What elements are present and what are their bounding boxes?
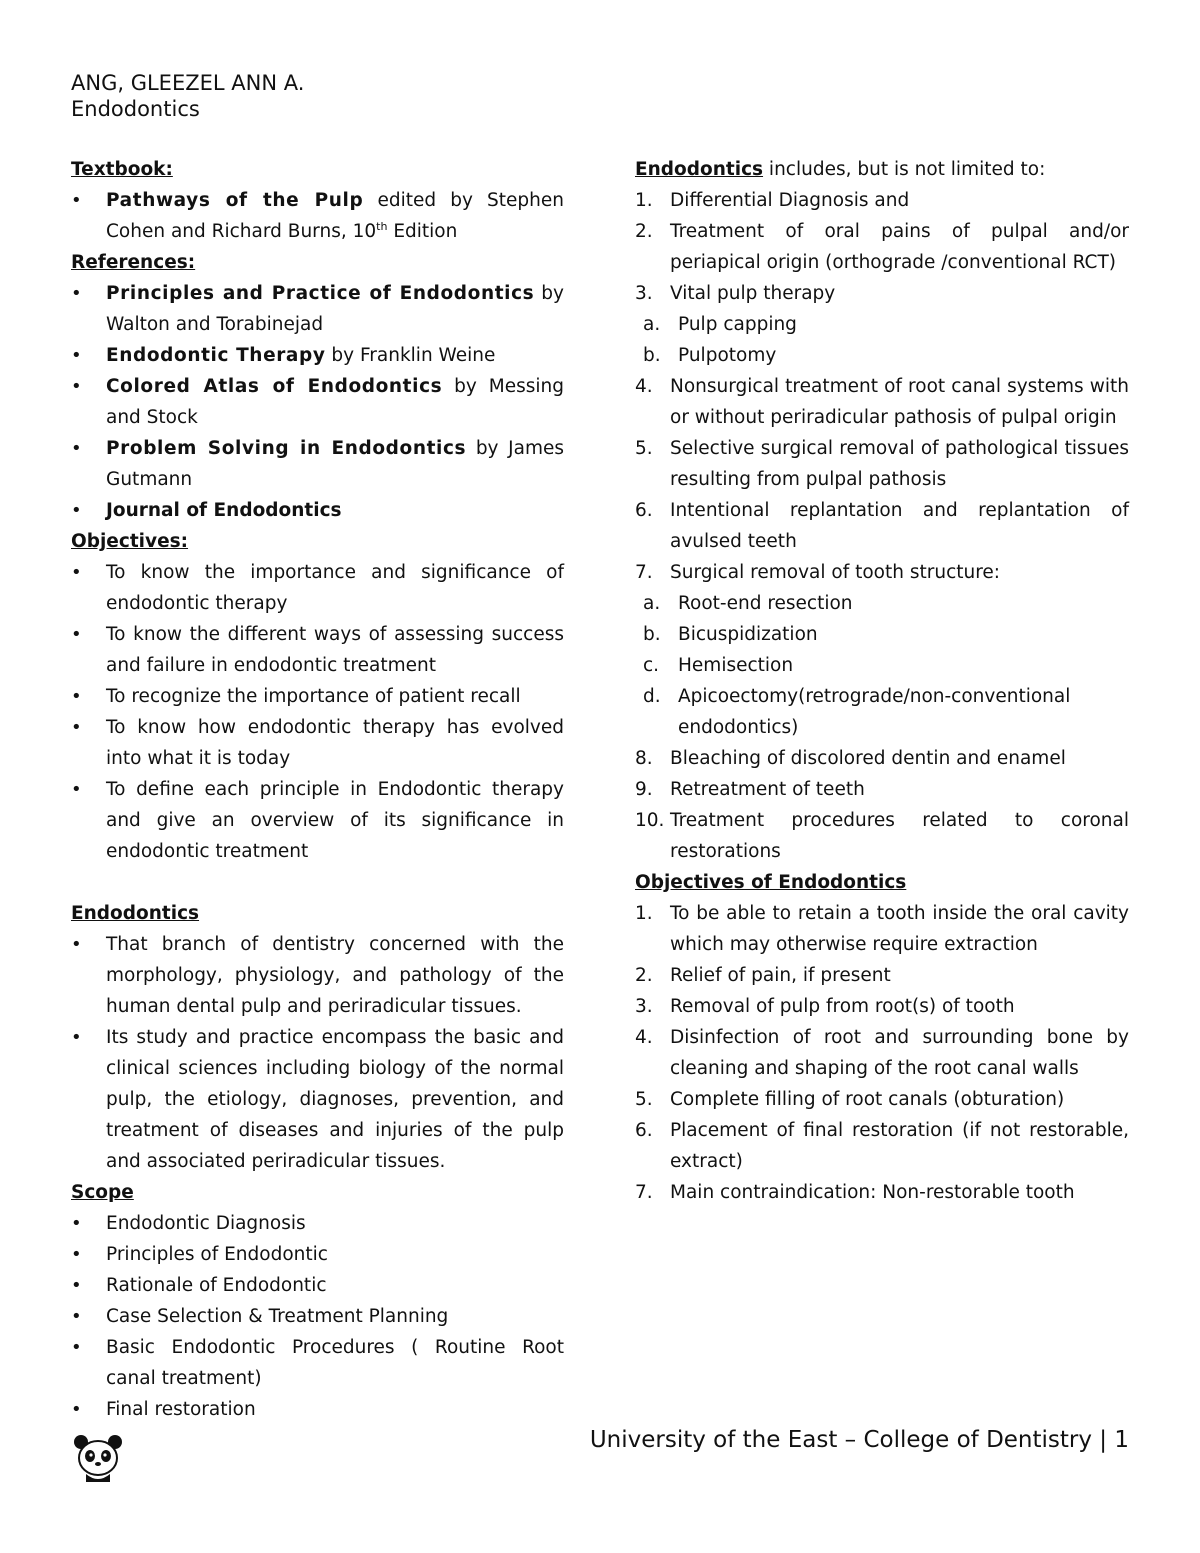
list-item: 7. Surgical removal of tooth structure: <box>635 562 1001 583</box>
list-item: b. Bicuspidization <box>643 624 818 645</box>
textbook-heading: Textbook: <box>71 159 173 180</box>
document-header <box>71 70 304 122</box>
list-item: 2. Treatment of oral pains of pulpal and/or periapical origin (orthograde /conventional RCT) <box>635 221 1129 273</box>
objectives-heading: Objectives: <box>71 531 189 552</box>
includes-list <box>635 185 1129 309</box>
list-item: 6. Intentional replantation and replantation of avulsed teeth <box>635 500 1129 552</box>
list-item: b. Pulpotomy <box>643 345 777 366</box>
textbook-list <box>71 185 564 247</box>
list-item: 7. Main contraindication: Non-restorable tooth <box>635 1182 1075 1203</box>
panda-icon <box>72 1432 124 1484</box>
list-item: 4. Disinfection of root and surrounding bone by cleaning and shaping of the root canal walls <box>635 1027 1129 1079</box>
list-item: 2. Relief of pain, if present <box>635 965 891 986</box>
list-item: • Problem Solving in Endodontics by James Gutmann <box>71 433 564 495</box>
list-item: • Colored Atlas of Endodontics by Messing and Stock <box>71 371 564 433</box>
endodontics-heading: Endodontics <box>71 903 200 924</box>
spacer <box>71 867 564 898</box>
list-item: • Pathways of the Pulp edited by Stephen Cohen and Richard Burns, 10th Edition <box>71 185 564 247</box>
includes-list-final <box>635 743 1129 867</box>
list-item: • Journal of Endodontics <box>71 495 564 526</box>
includes-intro: Endodontics includes, but is not limited to: <box>635 159 1046 180</box>
author-name: ANG, GLEEZEL ANN A. <box>71 71 305 95</box>
scope-list <box>71 1208 564 1425</box>
list-item: • Case Selection & Treatment Planning <box>71 1301 564 1332</box>
list-item: d. Apicoectomy(retrograde/non-conventional endodontics) <box>643 686 1071 738</box>
references-heading: References: <box>71 252 196 273</box>
list-item: • To know the different ways of assessing success and failure in endodontic treatment <box>71 619 564 681</box>
list-item: • Principles of Endodontic <box>71 1239 564 1270</box>
list-item: • Basic Endodontic Procedures ( Routine Root canal treatment) <box>71 1332 564 1394</box>
list-item: 10. Treatment procedures related to coronal restorations <box>635 810 1129 862</box>
list-item: 1. To be able to retain a tooth inside the oral cavity which may otherwise require extraction <box>635 903 1129 955</box>
list-item: 1. Differential Diagnosis and <box>635 190 910 211</box>
list-item: 8. Bleaching of discolored dentin and enamel <box>635 748 1066 769</box>
list-item: • That branch of dentistry concerned with the morphology, physiology, and pathology of the human dental pulp and periradicular tissues. <box>71 929 564 1022</box>
list-item: 9. Retreatment of teeth <box>635 779 865 800</box>
includes-heading: Endodontics <box>635 159 764 180</box>
list-item: • To know the importance and significance of endodontic therapy <box>71 557 564 619</box>
list-item: 3. Removal of pulp from root(s) of tooth <box>635 996 1015 1017</box>
list-item: a. Root-end resection <box>643 593 853 614</box>
list-item: 4. Nonsurgical treatment of root canal systems with or without periradicular pathosis of pulpal origin <box>635 376 1129 428</box>
page-footer: University of the East – College of Dentistry | 1 <box>589 1427 1129 1453</box>
list-item: 6. Placement of final restoration (if not restorable, extract) <box>635 1120 1129 1172</box>
surgical-removal-sublist <box>635 588 1129 743</box>
includes-list-continued <box>635 371 1129 588</box>
list-item: • Final restoration <box>71 1394 564 1425</box>
endodontics-definition-list <box>71 929 564 1177</box>
list-item: • Principles and Practice of Endodontics by Walton and Torabinejad <box>71 278 564 340</box>
list-item: c. Hemisection <box>643 655 794 676</box>
list-item: 3. Vital pulp therapy <box>635 283 836 304</box>
list-item: • To know how endodontic therapy has evolved into what it is today <box>71 712 564 774</box>
left-column <box>71 154 564 1425</box>
list-item: • Endodontic Diagnosis <box>71 1208 564 1239</box>
objectives-endo-list <box>635 898 1129 1208</box>
vital-pulp-sublist <box>635 309 1129 371</box>
list-item: • Rationale of Endodontic <box>71 1270 564 1301</box>
list-item: 5. Complete filling of root canals (obturation) <box>635 1089 1065 1110</box>
list-item: a. Pulp capping <box>643 314 797 335</box>
list-item: • To define each principle in Endodontic therapy and give an overview of its significance in endodontic treatment <box>71 774 564 867</box>
list-item: • To recognize the importance of patient recall <box>71 681 564 712</box>
references-list <box>71 278 564 526</box>
scope-heading: Scope <box>71 1182 134 1203</box>
right-column <box>635 154 1129 1208</box>
list-item: • Its study and practice encompass the basic and clinical sciences including biology of the normal pulp, the etiology, diagnoses, prevention, and treatment of diseases and injuries of the pulp and associated periradicular tissues. <box>71 1022 564 1177</box>
subject-title: Endodontics <box>71 97 200 121</box>
list-item: 5. Selective surgical removal of pathological tissues resulting from pulpal pathosis <box>635 438 1129 490</box>
objectives-endo-heading: Objectives of Endodontics <box>635 872 907 893</box>
list-item: • Endodontic Therapy by Franklin Weine <box>71 340 564 371</box>
objectives-list <box>71 557 564 867</box>
